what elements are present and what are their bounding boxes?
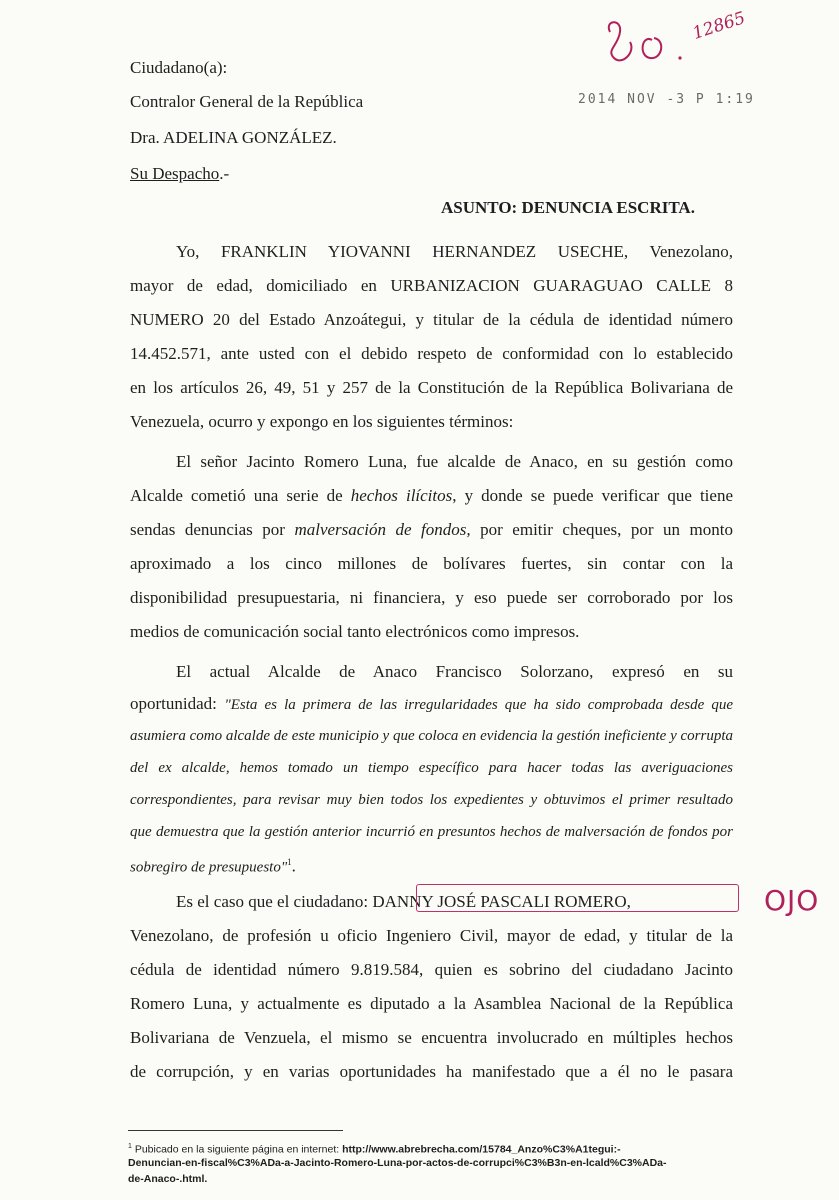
addressee-line-3: Dra. ADELINA GONZÁLEZ. xyxy=(130,128,337,147)
p2-line-6: medios de comunicación social tanto electrónicos como impresos. xyxy=(130,622,580,641)
p3-l7-end: . xyxy=(291,856,296,876)
addressee-line-4-rest: .- xyxy=(219,164,230,183)
p1-line-1: Yo, FRANKLIN YIOVANNI HERNANDEZ USECHE, Venezolano, xyxy=(176,242,733,261)
p1-line-5: en los artículos 26, 49, 51 y 257 de la Constitución de la República Bolivariana de xyxy=(130,378,733,397)
p2-l3-italic: malversación de fondos, xyxy=(294,520,471,539)
p3-l7-quote: sobregiro de presupuesto" xyxy=(130,859,288,876)
p3-line-3: asumiera como alcalde de este municipio y que coloca en evidencia la gestión ineficiente y corrupta xyxy=(130,728,733,744)
handwritten-initials-icon xyxy=(600,12,710,72)
su-despacho: Su Despacho xyxy=(130,164,220,183)
p2-line-3 xyxy=(130,520,733,540)
highlighted-name: DANNY JOSÉ PASCALI ROMERO, xyxy=(372,892,631,911)
subject-line: ASUNTO: DENUNCIA ESCRITA. xyxy=(441,198,695,217)
p4-line-4: Romero Luna, y actualmente es diputado a la Asamblea Nacional de la República xyxy=(130,994,733,1013)
p2-line-2 xyxy=(130,486,733,506)
footnote-ref: 1 xyxy=(287,857,292,867)
footnote-l1-text: Pubicado en la siguiente página en internet: xyxy=(134,1143,343,1156)
p1-line-2: mayor de edad, domiciliado en URBANIZACION GUARAGUAO CALLE 8 xyxy=(130,276,733,295)
p2-l2-italic: hechos ilícitos xyxy=(350,486,453,505)
p2-l2-a: Alcalde cometió una serie de xyxy=(130,486,351,505)
footnote-marker: 1 xyxy=(128,1143,132,1150)
p3-line-4: del ex alcalde, hemos tomado un tiempo específico para hacer todas las averiguaciones xyxy=(130,760,733,776)
name-highlight-box xyxy=(416,884,739,912)
footnote-link-part-2[interactable]: Denuncian-en-fiscal%C3%ADa-a-Jacinto-Romero-Luna-por-actos-de-corrupci%C3%B3n-en-lcald%C3%ADa- xyxy=(128,1157,667,1169)
addressee-line-1: Ciudadano(a): xyxy=(130,58,228,77)
p3-l2-a: oportunidad: xyxy=(130,694,225,713)
p3-line-6: que demuestra que la gestión anterior incurrió en presuntos hechos de malversación de fondos por xyxy=(130,824,733,840)
p3-l2-quote: "Esta es la primera de las irregularidades que ha sido comprobada desde que xyxy=(224,697,733,713)
p3-line-5: correspondientes, para revisar muy bien todos los expedientes y obtuvimos el primer resultado xyxy=(130,792,733,808)
p1-line-6: Venezuela, ocurro y expongo en los siguientes términos: xyxy=(130,412,514,431)
footnote-link-part-1[interactable]: http://www.abrebrecha.com/15784_Anzo%C3%A1tegui:- xyxy=(342,1143,621,1156)
p4-line-6: de corrupción, y en varias oportunidades ha manifestado que a él no le pasara xyxy=(130,1062,733,1081)
addressee-line-4 xyxy=(130,164,229,184)
footnote-link-part-3[interactable]: de-Anaco-.html. xyxy=(128,1173,208,1185)
footnote-divider xyxy=(128,1130,343,1131)
p1-line-3: NUMERO 20 del Estado Anzoátegui, y titular de la cédula de identidad número xyxy=(130,310,733,329)
p2-line-4: aproximado a los cinco millones de bolívares fuertes, sin contar con la xyxy=(130,554,733,573)
p2-l3-b: por emitir cheques, por un monto xyxy=(470,520,733,539)
p2-l3-a: sendas denuncias por xyxy=(130,520,295,539)
addressee-line-2: Contralor General de la República xyxy=(130,92,364,111)
p3-line-2 xyxy=(130,694,733,715)
received-stamp: 2014 NOV -3 P 1:19 xyxy=(578,92,755,107)
margin-note-ojo: OJO xyxy=(764,884,820,917)
handwritten-number: 12865 xyxy=(690,8,748,44)
p2-line-1: El señor Jacinto Romero Luna, fue alcalde de Anaco, en su gestión como xyxy=(176,452,733,471)
p2-line-5: disponibilidad presupuestaria, ni financiera, y eso puede ser corroborado por los xyxy=(130,588,733,607)
p4-line-5: Bolivariana de Venzuela, el mismo se encuentra involucrado en múltiples hechos xyxy=(130,1028,733,1047)
p1-line-4: 14.452.571, ante usted con el debido respeto de conformidad con lo establecido xyxy=(130,344,733,363)
p2-l2-b: , y donde se puede verificar que tiene xyxy=(452,486,733,505)
footnote-line-1 xyxy=(128,1140,621,1157)
p4-line-3: cédula de identidad número 9.819.584, quien es sobrino del ciudadano Jacinto xyxy=(130,960,733,979)
p4-line-2: Venezolano, de profesión u oficio Ingeniero Civil, mayor de edad, y titular de la xyxy=(130,926,733,945)
p3-line-7 xyxy=(130,852,296,878)
p4-l1-a: Es el caso que el ciudadano: xyxy=(176,892,369,911)
p3-line-1: El actual Alcalde de Anaco Francisco Solorzano, expresó en su xyxy=(176,662,733,681)
